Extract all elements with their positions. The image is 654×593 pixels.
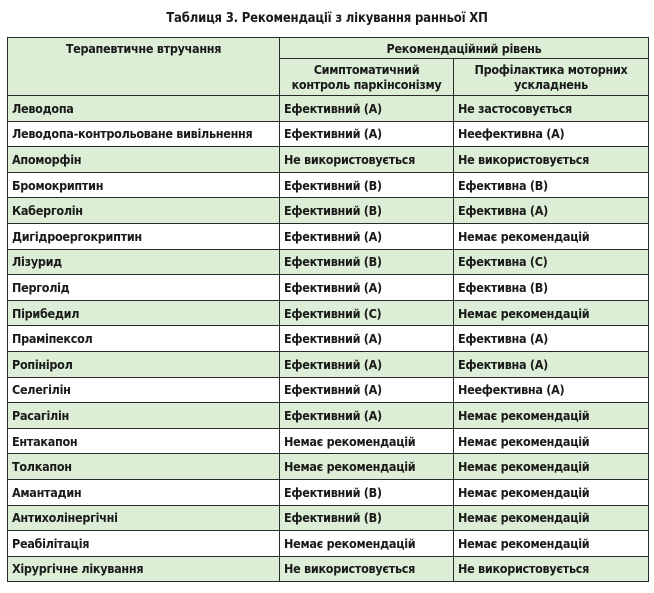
therapy-cell: Амантадин bbox=[8, 479, 280, 505]
prophylaxis-cell: Не застосовується bbox=[454, 96, 649, 122]
symptomatic-column-header: Симптоматичний контроль паркінсонізму bbox=[280, 59, 454, 96]
symptomatic-cell: Немає рекомендацій bbox=[280, 454, 454, 480]
symptomatic-cell: Ефективний (С) bbox=[280, 300, 454, 326]
therapy-cell: Дигідроергокриптин bbox=[8, 223, 280, 249]
symptomatic-cell: Ефективний (A) bbox=[280, 351, 454, 377]
symptomatic-cell: Ефективний (В) bbox=[280, 172, 454, 198]
therapy-cell: Реабілітація bbox=[8, 531, 280, 557]
symptomatic-cell: Ефективний (A) bbox=[280, 326, 454, 352]
table-row bbox=[8, 172, 649, 198]
therapy-cell: Ентакапон bbox=[8, 428, 280, 454]
therapy-cell: Праміпексол bbox=[8, 326, 280, 352]
prophylaxis-cell: Ефективна (В) bbox=[454, 172, 649, 198]
prophylaxis-cell: Немає рекомендацій bbox=[454, 223, 649, 249]
prophylaxis-cell: Ефективна (С) bbox=[454, 249, 649, 275]
prophylaxis-cell: Ефективна (A) bbox=[454, 326, 649, 352]
table-row bbox=[8, 223, 649, 249]
prophylaxis-cell: Немає рекомендацій bbox=[454, 531, 649, 557]
table-row bbox=[8, 351, 649, 377]
symptomatic-cell: Ефективний (A) bbox=[280, 121, 454, 147]
prophylaxis-cell: Ефективна (A) bbox=[454, 198, 649, 224]
symptomatic-cell: Ефективний (A) bbox=[280, 223, 454, 249]
prophylaxis-cell: Ефективна (В) bbox=[454, 275, 649, 301]
symptomatic-cell: Ефективний (В) bbox=[280, 505, 454, 531]
therapy-cell: Леводопа-контрольоване вивільнення bbox=[8, 121, 280, 147]
table-row bbox=[8, 121, 649, 147]
therapy-cell: Расагілін bbox=[8, 403, 280, 429]
symptomatic-cell: Немає рекомендацій bbox=[280, 428, 454, 454]
table-row bbox=[8, 454, 649, 480]
therapy-cell: Леводопа bbox=[8, 96, 280, 122]
therapy-cell: Перголід bbox=[8, 275, 280, 301]
table-row bbox=[8, 249, 649, 275]
table-row bbox=[8, 326, 649, 352]
symptomatic-cell: Ефективний (A) bbox=[280, 403, 454, 429]
table-row bbox=[8, 505, 649, 531]
table-row bbox=[8, 275, 649, 301]
prophylaxis-cell: Ефективна (A) bbox=[454, 351, 649, 377]
prophylaxis-cell: Немає рекомендацій bbox=[454, 428, 649, 454]
symptomatic-cell: Ефективний (A) bbox=[280, 96, 454, 122]
table-row bbox=[8, 198, 649, 224]
level-column-header: Рекомендаційний рівень bbox=[280, 38, 649, 59]
symptomatic-cell: Не використовується bbox=[280, 147, 454, 173]
symptomatic-cell: Ефективний (В) bbox=[280, 198, 454, 224]
therapy-cell: Лізурид bbox=[8, 249, 280, 275]
symptomatic-cell: Ефективний (В) bbox=[280, 479, 454, 505]
prophylaxis-cell: Не використовується bbox=[454, 556, 649, 582]
table-row bbox=[8, 147, 649, 173]
symptomatic-cell: Немає рекомендацій bbox=[280, 531, 454, 557]
prophylaxis-cell: Неефективна (A) bbox=[454, 377, 649, 403]
table-row bbox=[8, 428, 649, 454]
prophylaxis-cell: Немає рекомендацій bbox=[454, 403, 649, 429]
prophylaxis-cell: Неефективна (A) bbox=[454, 121, 649, 147]
therapy-cell: Хірургічне лікування bbox=[8, 556, 280, 582]
prophylaxis-cell: Не використовується bbox=[454, 147, 649, 173]
symptomatic-cell: Ефективний (A) bbox=[280, 377, 454, 403]
table-row bbox=[8, 531, 649, 557]
prophylaxis-cell: Немає рекомендацій bbox=[454, 505, 649, 531]
prophylaxis-cell: Немає рекомендацій bbox=[454, 300, 649, 326]
therapy-cell: Бромокриптин bbox=[8, 172, 280, 198]
therapy-cell: Пірибедил bbox=[8, 300, 280, 326]
table-row bbox=[8, 377, 649, 403]
symptomatic-cell: Не використовується bbox=[280, 556, 454, 582]
table-title: Таблиця 3. Рекомендації з лікування ранньої ХП bbox=[166, 11, 488, 26]
table-row bbox=[8, 96, 649, 122]
symptomatic-cell: Ефективний (A) bbox=[280, 275, 454, 301]
recommendations-table bbox=[7, 37, 649, 582]
therapy-cell: Селегілін bbox=[8, 377, 280, 403]
table-row bbox=[8, 556, 649, 582]
therapy-cell: Толкапон bbox=[8, 454, 280, 480]
prophylaxis-cell: Немає рекомендацій bbox=[454, 454, 649, 480]
table-row bbox=[8, 300, 649, 326]
table-row bbox=[8, 479, 649, 505]
symptomatic-cell: Ефективний (В) bbox=[280, 249, 454, 275]
table-row bbox=[8, 403, 649, 429]
prophylaxis-cell: Немає рекомендацій bbox=[454, 479, 649, 505]
therapy-column-header: Терапевтичне втручання bbox=[8, 38, 280, 96]
therapy-cell: Антихолінергічні bbox=[8, 505, 280, 531]
therapy-cell: Ропінірол bbox=[8, 351, 280, 377]
prophylaxis-column-header: Профілактика моторних ускладнень bbox=[454, 59, 649, 96]
therapy-cell: Апоморфін bbox=[8, 147, 280, 173]
therapy-cell: Каберголін bbox=[8, 198, 280, 224]
